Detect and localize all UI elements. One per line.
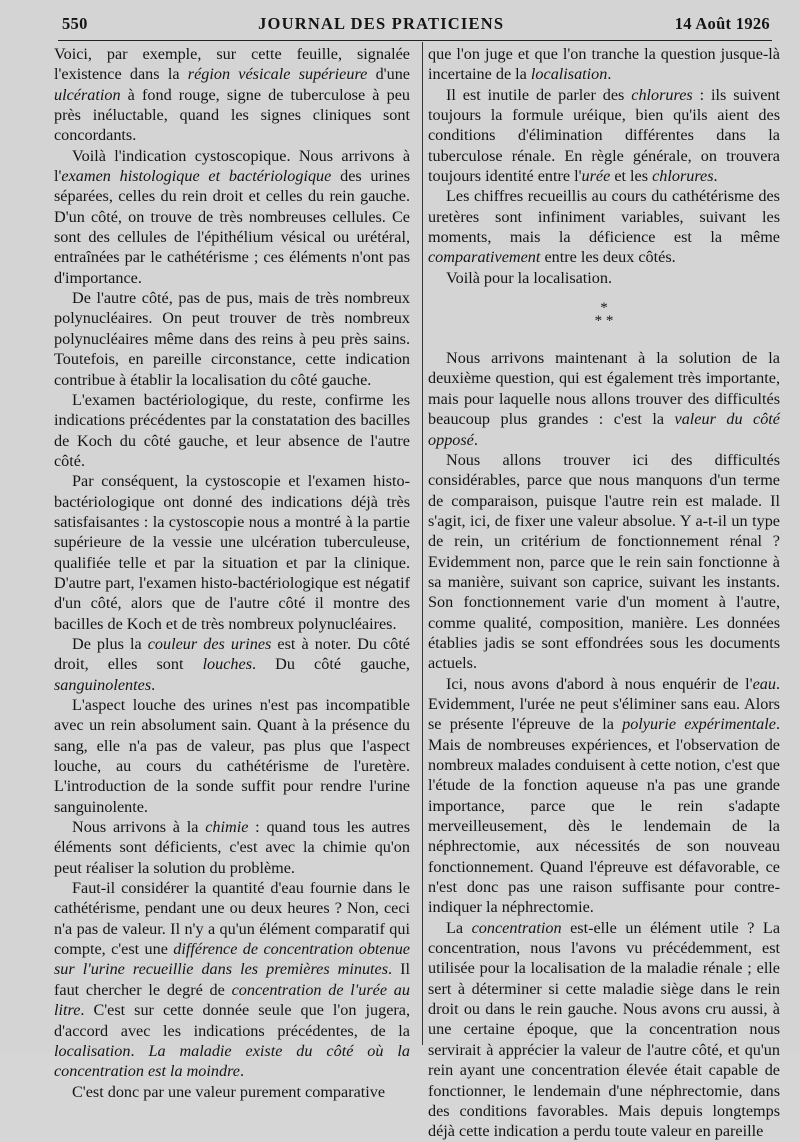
header-rule	[58, 40, 772, 41]
paragraph: Voilà pour la localisation.	[446, 268, 613, 287]
page-number: 550	[62, 14, 88, 33]
paragraph: C'est donc par une valeur purement comparative	[72, 1082, 386, 1101]
paragraph: Voilà l'indication cystoscopique. Nous arrivons à l'examen histologique et bactériologique des urines séparées, celles du rein droit et celles du rein gauche. D'un côté, on trouve de très nombreuses cellules. Ce sont des cellules de l'épithélium vésical ou urétéral, entraînées par le cathétérisme ; ces éléments n'ont pas d'importance.	[54, 146, 410, 287]
left-column	[54, 44, 411, 1101]
paragraph: De plus la couleur des urines est à noter. Du côté droit, elles sont louches. Du côté gauche, sanguinolentes.	[54, 634, 410, 694]
paragraph: La concentration est-elle un élément utile ? La concentration, nous l'avons vu précédemment, est utilisée pour la localisation de la maladie rénale ; elle sert à déterminer si cette maladie siège dans le rein droit ou dans le rein gauche. Nous avons cru aussi, à une certaine époque, que la concentration nous servirait à apprécier la valeur de l'autre côté, et qu'un rein ayant une concentration élevée était capable de fonctionner, le lendemain d'une néphrectomie, dans des conditions favorables. Mais depuis longtemps déjà cette indication a perdu toute valeur en pareille	[428, 918, 781, 1141]
right-column	[428, 44, 781, 1141]
paragraph: L'aspect louche des urines n'est pas incompatible avec un rein absolument sain. Quant à la présence du sang, elle n'a pas de valeur, pas plus que l'aspect louche, au cours du cathétérisme de l'uretère. L'introduction de la sonde suffit pour rendre l'urine sanguinolente.	[54, 696, 410, 816]
paragraph: L'examen bactériologique, du reste, confirme les indications précédentes par la constatation des bacilles de Koch du côté gauche, et leur absence de l'autre côté.	[54, 390, 410, 470]
paragraph: Par conséquent, la cystoscopie et l'examen histo-bactériologique ont donné des indications déjà très satisfaisantes : la cystoscopie nous a montré à la partie supérieure de la vessie une ulcération tuberculeuse, qualifiée telle et par la situation et par la clinique. D'autre part, l'examen histo-bactériologique est négatif d'un côté, alors que de l'autre côté il montre des bacilles de Koch et de très nombreux polynucléaires.	[54, 472, 410, 633]
journal-title: JOURNAL DES PRATICIENS	[258, 14, 505, 33]
paragraph: De l'autre côté, pas de pus, mais de très nombreux polynucléaires. On peut trouver de très nombreux polynucléaires même dans des reins à peu près sains. Toutefois, en pareille circonstance, cette indication contribue à établir la localisation du côté gauche.	[54, 289, 410, 389]
paragraph: Voici, par exemple, sur cette feuille, signalée l'existence dans la région vésicale supérieure d'une ulcération à fond rouge, signe de tuberculose à peu près inéluctable, quand les signes cliniques sont concordants.	[54, 45, 410, 145]
issue-date: 14 Août 1926	[674, 14, 770, 33]
page-header	[62, 14, 770, 36]
column-divider	[422, 42, 423, 1045]
paragraph: Faut-il considérer la quantité d'eau fournie dans le cathétérisme, pendant une ou deux heures ? Non, ceci n'a pas de valeur. Il n'y a qu'un élément comparatif qui compte, c'est une différence de concentration obtenue sur l'urine recueillie dans les premières minutes. Il faut chercher le degré de concentration de l'urée au litre. C'est sur cette donnée seule que l'on jugera, d'accord avec les indications précédentes, de la localisation. La maladie existe du côté où la concentration est la moindre.	[54, 879, 411, 1081]
paragraph: Nous arrivons à la chimie : quand tous les autres éléments sont déficients, c'est avec la chimie qu'on peut réaliser la solution du problème.	[54, 818, 410, 877]
section-separator-asterism: * * *	[594, 300, 614, 330]
paragraph: Ici, nous avons d'abord à nous enquérir de l'eau. Evidemment, l'urée ne peut s'éliminer sans eau. Alors se présente l'épreuve de la polyurie expérimentale. Mais de nombreuses expériences, et l'observation de nombreux malades conduisent à cette notion, c'est que l'étude de la fonction aqueuse n'a pas une grande importance, parce que le rein s'adapte merveilleusement, dès le lendemain de la néphrectomie, aux nécessités de son nouveau fonctionnement. Quand l'épreuve est défavorable, ce n'est donc pas une raison suffisante pour contre-indiquer la néphrectomie.	[428, 674, 781, 917]
paragraph: Nous allons trouver ici des difficultés considérables, parce que nous manquons d'un terme de comparaison, puisque l'autre rein est malade. Il s'agit, ici, de fixer une valeur absolue. Y a-t-il un type de rein, un critérium de fonctionnement rénal ? Evidemment non, parce que le rein sain fonctionne à sa manière, suivant son caprice, suivant les instants. Son fonctionnement varie d'un moment à l'autre, comme qualité, composition, manière. Les données établies jadis se sont effondrées sous les documents actuels.	[428, 450, 780, 673]
paragraph: que l'on juge et que l'on tranche la question jusque-là incertaine de la localisation.	[428, 45, 780, 84]
paragraph: Les chiffres recueillis au cours du cathétérisme des uretères sont infiniment variables, suivant les moments, mais la déficience est la même comparativement entre les deux côtés.	[428, 187, 780, 267]
paragraph: Il est inutile de parler des chlorures : ils suivent toujours la formule uréique, bien qu'ils aient des conditions d'élimination différentes dans la tuberculose rénale. En règle générale, on trouvera toujours identité entre l'urée et les chlorures.	[428, 85, 780, 186]
paragraph: Nous arrivons maintenant à la solution de la deuxième question, qui est également très importante, mais pour laquelle nous allons trouver des difficultés beaucoup plus grandes : c'est la valeur du côté opposé.	[428, 349, 780, 449]
